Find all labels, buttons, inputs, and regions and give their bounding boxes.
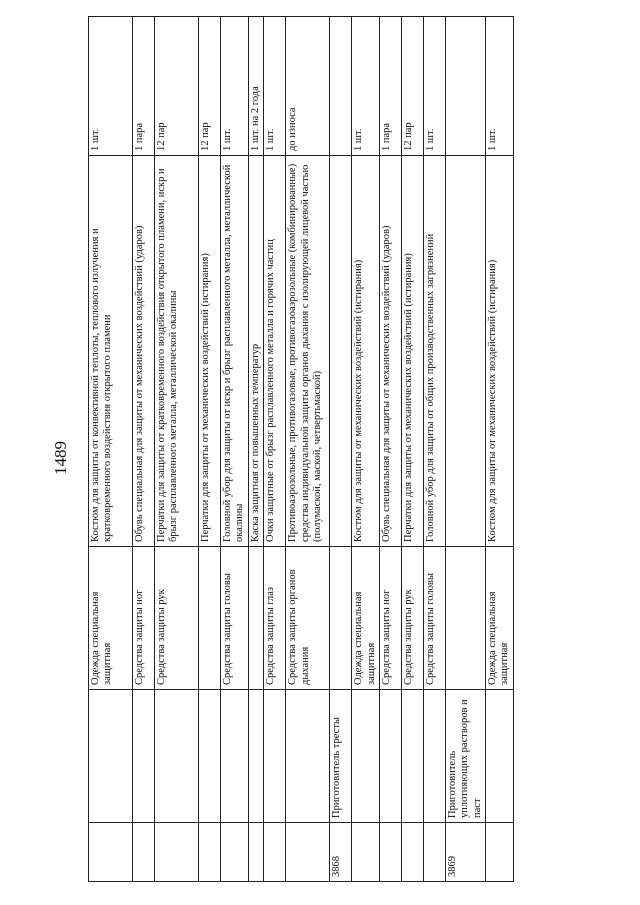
issue-norm-cell: 12 пар	[155, 17, 199, 156]
ppe-item-cell: Перчатки для защиты от механических воздействий (истирания)	[401, 156, 423, 547]
issue-norm-cell: до износа	[286, 17, 330, 156]
profession-title-cell	[286, 690, 330, 823]
ppe-item-cell: Каска защитная от повышенных температур	[248, 156, 263, 547]
ppe-item-cell: Костюм для защиты от конвективной теплоты, теплового излучения и кратковременного воздействия открытого пламени	[89, 156, 133, 547]
profession-title-cell	[352, 690, 380, 823]
profession-code-cell	[264, 823, 286, 882]
ppe-item-cell: Противоаэрозольные, противогазовые, противогазоаэрозольные (комбинированные) средства индивидуальной защиты органов дыхания с изолирующей лицевой частью (полумаской, маской, четвертьмаской)	[286, 156, 330, 547]
profession-title-cell	[155, 690, 199, 823]
ppe-item-cell: Костюм для защиты от механических воздействий (истирания)	[352, 156, 380, 547]
table-row	[401, 17, 423, 882]
ppe-item-cell: Костюм для защиты от механических воздействий (истирания)	[486, 156, 514, 547]
profession-code-cell	[423, 823, 445, 882]
table-body	[89, 17, 514, 882]
issue-norm-cell: 1 шт.	[352, 17, 380, 156]
table-row	[221, 17, 249, 882]
ppe-type-cell: Одежда специальная защитная	[486, 547, 514, 690]
issue-norm-cell: 1 пара	[379, 17, 401, 156]
page-number: 1489	[51, 441, 70, 475]
issue-norm-cell: 1 шт.	[486, 17, 514, 156]
profession-code-cell	[401, 823, 423, 882]
issue-norm-cell: 12 пар	[401, 17, 423, 156]
table-row	[248, 17, 263, 882]
ppe-item-cell: Головной убор для защиты от общих производственных загрязнений	[423, 156, 445, 547]
ppe-type-cell: Средства защиты рук	[155, 547, 199, 690]
profession-code-cell	[199, 823, 221, 882]
profession-title-cell: Приготовитель тресты	[330, 690, 352, 823]
table-row	[155, 17, 199, 882]
ppe-type-cell: Средства защиты ног	[379, 547, 401, 690]
issue-norm-cell	[330, 17, 352, 156]
ppe-type-cell: Средства защиты ног	[133, 547, 155, 690]
issue-norm-cell: 1 шт.	[423, 17, 445, 156]
profession-code-cell	[379, 823, 401, 882]
table-row	[330, 17, 352, 882]
ppe-item-cell: Обувь специальная для защиты от механических воздействий (ударов)	[379, 156, 401, 547]
profession-code-cell: 3868	[330, 823, 352, 882]
profession-title-cell	[248, 690, 263, 823]
profession-code-cell	[133, 823, 155, 882]
profession-title-cell	[401, 690, 423, 823]
table-row	[352, 17, 380, 882]
ppe-item-cell: Перчатки для защиты от кратковременного воздействия открытого пламени, искр и брызг расплавленного металла, металлической окалины	[155, 156, 199, 547]
profession-title-cell	[423, 690, 445, 823]
issue-norm-cell: 1 шт.	[264, 17, 286, 156]
ppe-item-cell	[330, 156, 352, 547]
issue-norm-cell: 1 шт. на 2 года	[248, 17, 263, 156]
rotated-table-container	[88, 62, 528, 882]
table-row	[133, 17, 155, 882]
issue-norm-cell: 1 пара	[133, 17, 155, 156]
ppe-type-cell	[199, 547, 221, 690]
ppe-type-cell	[330, 547, 352, 690]
issue-norm-cell: 1 шт.	[89, 17, 133, 156]
table-row	[199, 17, 221, 882]
profession-code-cell	[352, 823, 380, 882]
table-row	[89, 17, 133, 882]
profession-code-cell	[486, 823, 514, 882]
ppe-norms-table	[88, 16, 514, 882]
issue-norm-cell: 1 шт.	[221, 17, 249, 156]
profession-title-cell	[89, 690, 133, 823]
profession-title-cell	[221, 690, 249, 823]
ppe-type-cell: Средства защиты глаз	[264, 547, 286, 690]
profession-code-cell	[221, 823, 249, 882]
profession-title-cell	[264, 690, 286, 823]
ppe-type-cell	[248, 547, 263, 690]
issue-norm-cell: 12 пар	[199, 17, 221, 156]
ppe-item-cell: Очки защитные от брызг расплавленного металла и горячих частиц	[264, 156, 286, 547]
profession-title-cell	[133, 690, 155, 823]
table-row	[264, 17, 286, 882]
profession-code-cell	[248, 823, 263, 882]
table-row	[445, 17, 485, 882]
ppe-type-cell	[445, 547, 485, 690]
table-row	[423, 17, 445, 882]
profession-title-cell	[199, 690, 221, 823]
profession-title-cell	[379, 690, 401, 823]
ppe-type-cell: Одежда специальная защитная	[89, 547, 133, 690]
table-row	[486, 17, 514, 882]
ppe-item-cell: Перчатки для защиты от механических воздействий (истирания)	[199, 156, 221, 547]
ppe-item-cell: Обувь специальная для защиты от механических воздействий (ударов)	[133, 156, 155, 547]
issue-norm-cell	[445, 17, 485, 156]
profession-code-cell	[286, 823, 330, 882]
table-row	[379, 17, 401, 882]
ppe-type-cell: Одежда специальная защитная	[352, 547, 380, 690]
ppe-item-cell	[445, 156, 485, 547]
ppe-type-cell: Средства защиты органов дыхания	[286, 547, 330, 690]
ppe-item-cell: Головной убор для защиты от искр и брызг расплавленного металла, металлической окалины	[221, 156, 249, 547]
profession-title-cell: Приготовитель уплотняющих растворов и паст	[445, 690, 485, 823]
profession-code-cell	[89, 823, 133, 882]
table-row	[286, 17, 330, 882]
profession-code-cell	[155, 823, 199, 882]
ppe-type-cell: Средства защиты головы	[423, 547, 445, 690]
ppe-type-cell: Средства защиты рук	[401, 547, 423, 690]
profession-title-cell	[486, 690, 514, 823]
ppe-type-cell: Средства защиты головы	[221, 547, 249, 690]
profession-code-cell: 3869	[445, 823, 485, 882]
